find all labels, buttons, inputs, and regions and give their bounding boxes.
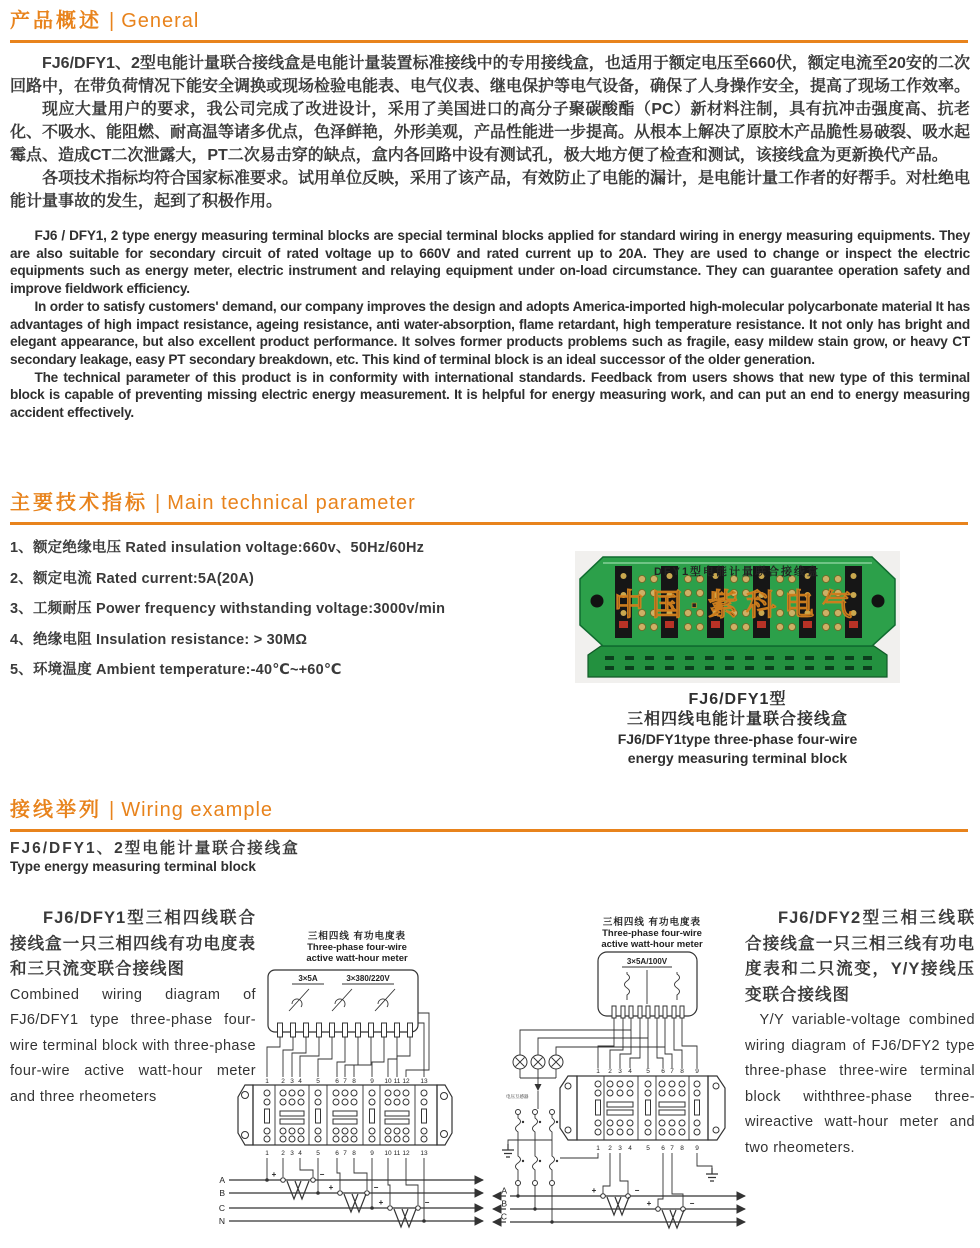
svg-text:2: 2 bbox=[608, 1068, 612, 1075]
title-separator: | bbox=[109, 799, 115, 821]
wiring-diagram-fj6-dfy2 bbox=[490, 900, 760, 1248]
section-title-en: Main technical parameter bbox=[167, 492, 416, 514]
svg-text:7: 7 bbox=[670, 1068, 674, 1075]
svg-text:9: 9 bbox=[695, 1068, 699, 1075]
svg-text:−: − bbox=[689, 1199, 695, 1208]
right-note-cn: FJ6/DFY2型三相三线联合接线盒一只三相三线有功电度表和二只流变，Y/Y接线压变联合接线图 bbox=[745, 909, 975, 1004]
terminal-block bbox=[238, 1085, 452, 1145]
svg-text:4: 4 bbox=[298, 1078, 302, 1085]
svg-text:5: 5 bbox=[646, 1145, 650, 1152]
svg-text:9: 9 bbox=[695, 1145, 699, 1152]
svg-text:6: 6 bbox=[335, 1150, 339, 1157]
svg-text:13: 13 bbox=[420, 1078, 428, 1085]
svg-text:+: + bbox=[646, 1199, 652, 1208]
section-title-cn: 主要技术指标 bbox=[10, 492, 148, 514]
terminal-block bbox=[560, 1076, 725, 1140]
bus-label: C bbox=[500, 1211, 507, 1222]
bus-label: A bbox=[501, 1185, 507, 1196]
svg-text:5: 5 bbox=[316, 1150, 320, 1157]
bus-label: N bbox=[218, 1216, 225, 1226]
tech-item: 4、绝缘电阻 Insulation resistance: > 30MΩ bbox=[10, 631, 308, 648]
caption-model: FJ6/DFY1型 bbox=[688, 691, 787, 708]
wiring-right-note bbox=[745, 906, 975, 1161]
svg-text:8: 8 bbox=[352, 1078, 356, 1085]
section-title-en: Wiring example bbox=[121, 799, 274, 821]
svg-text:+: + bbox=[328, 1183, 334, 1192]
paragraph: In order to satisfy customers' demand, our company improves the design and adopts America-imported high-molecular polycarbonate material It has advantages of high impact resistance, ageing resistance, anti water-absorption, flame retardant, high temperature resistance. It not only has bright and elegant appearance, but also excellent product performance. It solves former products problems such as fragile, easy mildew stain grow, or heavy CT secondary leakage, easy PT secondary breakdown, etc. This kind of terminal block is an ideal successor of the older generation. bbox=[10, 298, 970, 367]
svg-text:4: 4 bbox=[628, 1068, 632, 1075]
bus-label: B bbox=[501, 1198, 507, 1209]
meter-coil-symbols bbox=[625, 970, 680, 1004]
svg-text:8: 8 bbox=[352, 1150, 356, 1157]
meter-terminals bbox=[278, 1023, 413, 1037]
svg-text:9: 9 bbox=[370, 1150, 374, 1157]
wiring-diagram-fj6-dfy1 bbox=[195, 915, 510, 1248]
paragraph: 各项技术指标均符合国家标准要求。试用单位反映，采用了该产品，有效防止了电能的漏计，是电能计量工作者的好帮手。对杜绝电能计量事故的发生，起到了积极作用。 bbox=[10, 170, 971, 210]
diagram1-title-en1: Three-phase four-wire bbox=[307, 942, 407, 953]
svg-text:6: 6 bbox=[661, 1068, 665, 1075]
svg-text:11: 11 bbox=[393, 1150, 401, 1157]
svg-text:7: 7 bbox=[343, 1150, 347, 1157]
svg-text:6: 6 bbox=[661, 1145, 665, 1152]
bus-label: B bbox=[219, 1188, 225, 1198]
svg-text:4: 4 bbox=[298, 1150, 302, 1157]
meter-rating-current: 3×5A bbox=[298, 974, 318, 983]
terminal-numbers-bottom bbox=[596, 1145, 699, 1152]
section-header-tech bbox=[10, 486, 968, 525]
meter-terminals bbox=[612, 1006, 684, 1018]
svg-text:5: 5 bbox=[316, 1078, 320, 1085]
svg-text:2: 2 bbox=[281, 1150, 285, 1157]
meter-to-block-wires bbox=[598, 1018, 697, 1068]
svg-text:3: 3 bbox=[618, 1068, 622, 1075]
svg-text:1: 1 bbox=[596, 1145, 600, 1152]
svg-text:7: 7 bbox=[670, 1145, 674, 1152]
svg-text:7: 7 bbox=[343, 1078, 347, 1085]
tech-item: 2、额定电流 Rated current:5A(20A) bbox=[10, 570, 255, 587]
caption-en-2: energy measuring terminal block bbox=[627, 750, 848, 766]
svg-text:−: − bbox=[319, 1170, 325, 1179]
svg-text:2: 2 bbox=[281, 1078, 285, 1085]
diagram1-title-cn: 三相四线 有功电度表 bbox=[307, 931, 407, 942]
bus-label: A bbox=[219, 1175, 225, 1185]
general-en-paragraphs bbox=[10, 227, 970, 422]
svg-text:8: 8 bbox=[680, 1068, 684, 1075]
svg-text:3: 3 bbox=[618, 1145, 622, 1152]
bus-lines bbox=[219, 1175, 483, 1226]
tech-item: 5、环境温度 Ambient temperature:-40℃~+60℃ bbox=[10, 662, 342, 678]
section-header-wiring bbox=[10, 793, 968, 832]
svg-text:1: 1 bbox=[265, 1078, 269, 1085]
right-note-en: Y/Y variable-voltage combined wiring diagram of FJ6/DFY2 type three-phase three-wire terminal block withthree-phase three-wireactive watt-hour meter and two rheometers. bbox=[745, 1012, 975, 1156]
svg-text:1: 1 bbox=[596, 1068, 600, 1075]
svg-text:3: 3 bbox=[290, 1150, 294, 1157]
indicator-lamps bbox=[513, 1030, 665, 1091]
watermark-text: 中国·紫科电气 bbox=[614, 589, 860, 622]
section-title-cn: 接线举列 bbox=[10, 799, 102, 821]
meter-rating: 3×5A/100V bbox=[626, 957, 668, 966]
svg-text:+: + bbox=[378, 1198, 384, 1207]
svg-text:12: 12 bbox=[402, 1078, 410, 1085]
left-note-cn: FJ6/DFY1型三相四线联合接线盒一只三相四线有功电度表和三只流变联合接线图 bbox=[10, 909, 256, 978]
voltage-transformer-banks bbox=[502, 1091, 558, 1222]
svg-text:3: 3 bbox=[290, 1078, 294, 1085]
diagram2-title-en2: active watt-hour meter bbox=[601, 939, 703, 950]
wiring-subtitle bbox=[10, 836, 610, 874]
svg-text:5: 5 bbox=[646, 1068, 650, 1075]
wiring-subtitle-en: Type energy measuring terminal block bbox=[10, 859, 256, 874]
tech-parameter-list bbox=[10, 536, 565, 689]
svg-text:10: 10 bbox=[384, 1078, 392, 1085]
paragraph: The technical parameter of this product is in conformity with international standards. Feedback from users shows that new type of this terminal block is capable of preventing missing electric energy measurement. It is helpful for energy measuring work, and can put an end to energy measuring accident effectively. bbox=[10, 369, 970, 421]
paragraph: FJ6/DFY1、2型电能计量联合接线盒是电能计量装置标准接线中的专用接线盒，也适用于额定电压至660伏，额定电流至20安的二次回路中，在带负荷情况下能安全调换或现场检验电能表、电气仪表、继电保护等电气设备，确保了人身操作安全，提高了现场工作效率。 bbox=[10, 55, 971, 95]
wiring-examples-area bbox=[0, 900, 980, 1248]
svg-text:−: − bbox=[373, 1183, 379, 1192]
svg-text:8: 8 bbox=[680, 1145, 684, 1152]
photo-caption bbox=[565, 690, 910, 768]
diagram2-title-en1: Three-phase four-wire bbox=[602, 928, 702, 939]
svg-text:−: − bbox=[424, 1198, 430, 1207]
caption-en-1: FJ6/DFY1type three-phase four-wire bbox=[617, 731, 858, 747]
title-separator: | bbox=[109, 10, 115, 32]
diagram1-title-en2: active watt-hour meter bbox=[306, 953, 408, 964]
caption-cn: 三相四线电能计量联合接线盒 bbox=[626, 711, 848, 728]
title-separator: | bbox=[155, 492, 161, 514]
pt-label: 电压互感器 bbox=[506, 1094, 529, 1099]
left-note-en: Combined wiring diagram of FJ6/DFY1 type three-phase four-wire terminal block with three-phase four-wire active watt-hour meter and three rheometers bbox=[10, 986, 256, 1105]
svg-text:13: 13 bbox=[420, 1150, 428, 1157]
paragraph: FJ6 / DFY1, 2 type energy measuring terminal blocks are special terminal blocks applied for standard wiring in energy measuring equipments. They are also suitable for secondary circuit of rated voltage up to 660V and rated current up to 20A. They are used to change or inspect the electric equipments such as energy meter, electric instrument and relaying equipment under on-load circumstance. They can guarantee operation safety and improve fieldwork efficiency. bbox=[10, 228, 970, 297]
svg-text:+: + bbox=[591, 1186, 597, 1195]
molded-product-text: DFY1型电能计量联合接线盒 bbox=[653, 566, 821, 578]
section-header-general bbox=[10, 4, 968, 43]
svg-text:6: 6 bbox=[335, 1078, 339, 1085]
terminal-numbers-top bbox=[596, 1068, 699, 1075]
wiring-subtitle-cn: FJ6/DFY1、2型电能计量联合接线盒 bbox=[10, 840, 300, 857]
svg-text:11: 11 bbox=[393, 1078, 401, 1085]
diagram2-title-cn: 三相四线 有功电度表 bbox=[602, 917, 702, 928]
meter-rating-voltage: 3×380/220V bbox=[346, 974, 390, 983]
product-photo bbox=[575, 551, 900, 683]
tech-item: 3、工频耐压 Power frequency withstanding voltage:3000v/min bbox=[10, 601, 446, 617]
terminal-numbers-bottom bbox=[265, 1150, 428, 1157]
terminal-numbers-top bbox=[265, 1078, 428, 1085]
paragraph: 现应大量用户的要求，我公司完成了改进设计，采用了美国进口的高分子聚碳酸酯（PC）新材料注制，具有抗冲击强度高、抗老化、不吸水、能阻燃、耐高温等诸多优点，色泽鲜艳，外形美观，产品性能进一步提高。从根本上解决了原胶木产品脆性易破裂、吸水起霉点、造成CT二次泄露大，PT二次易击穿的缺点，盒内各回路中设有测试孔，极大地方便了检查和测试，该接线盒为更新换代产品。 bbox=[10, 101, 971, 164]
svg-text:2: 2 bbox=[608, 1145, 612, 1152]
general-cn-paragraphs bbox=[10, 52, 970, 213]
svg-text:4: 4 bbox=[628, 1145, 632, 1152]
section-title-cn: 产品概述 bbox=[10, 10, 102, 32]
bus-label: C bbox=[218, 1203, 225, 1213]
svg-text:+: + bbox=[271, 1170, 277, 1179]
meter-coil-symbols bbox=[289, 989, 395, 1011]
section-title-en: General bbox=[121, 10, 200, 32]
svg-text:12: 12 bbox=[402, 1150, 410, 1157]
svg-text:9: 9 bbox=[370, 1078, 374, 1085]
svg-text:−: − bbox=[634, 1186, 640, 1195]
svg-text:10: 10 bbox=[384, 1150, 392, 1157]
tech-item: 1、额定绝缘电压 Rated insulation voltage:660v、50Hz/60Hz bbox=[10, 540, 425, 556]
svg-text:1: 1 bbox=[265, 1150, 269, 1157]
